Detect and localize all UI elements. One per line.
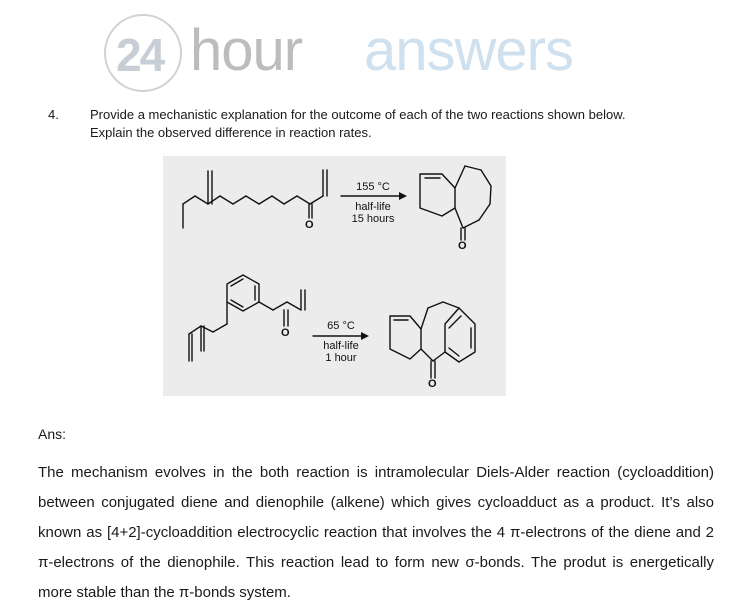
logo-word-hour: hour bbox=[190, 18, 303, 83]
site-logo bbox=[104, 14, 624, 94]
reaction1-ketone-oxygen: O bbox=[305, 219, 314, 231]
answer-text: The mechanism evolves in the both reaction is intramolecular Diels-Alder reaction (cycloaddition) between conjugated diene and dienophile (alkene) which gives cycloadduct as a product. It’s also known as [4+2]-cycloaddition electrocyclic reaction that involves the 4 π-electrons of the diene and 2 π-electrons of the dienophile. This reaction lead to form new σ-bonds. The produt is energetically more stable than the π-bonds system. bbox=[38, 464, 714, 601]
reaction2-reactant-structure bbox=[189, 275, 305, 361]
answer-label: Ans: bbox=[38, 426, 67, 442]
reaction1-halflife-label: half-life bbox=[355, 201, 391, 213]
reaction2-temperature: 65 °C bbox=[327, 320, 355, 332]
reaction1-temperature: 155 °C bbox=[356, 181, 390, 193]
reaction-scheme-image bbox=[163, 156, 506, 396]
logo-word-answers: answers bbox=[364, 18, 573, 83]
reaction2-product-structure bbox=[390, 302, 475, 378]
reaction1-product-structure bbox=[420, 166, 491, 240]
logo-number: 24 bbox=[116, 29, 164, 81]
question-number: 4. bbox=[48, 107, 59, 122]
reaction1-halflife-value: 15 hours bbox=[351, 213, 395, 225]
question-text: Provide a mechanistic explanation for the outcome of each of the two reactions shown below. Explain the observed difference in reaction rates. bbox=[90, 107, 626, 140]
reaction2-halflife-label: half-life bbox=[323, 340, 359, 352]
reaction2-halflife-value: 1 hour bbox=[325, 352, 357, 364]
reaction2-product-oxygen: O bbox=[428, 378, 437, 390]
reaction2-ketone-oxygen: O bbox=[281, 327, 290, 339]
reaction1-product-oxygen: O bbox=[458, 240, 467, 252]
